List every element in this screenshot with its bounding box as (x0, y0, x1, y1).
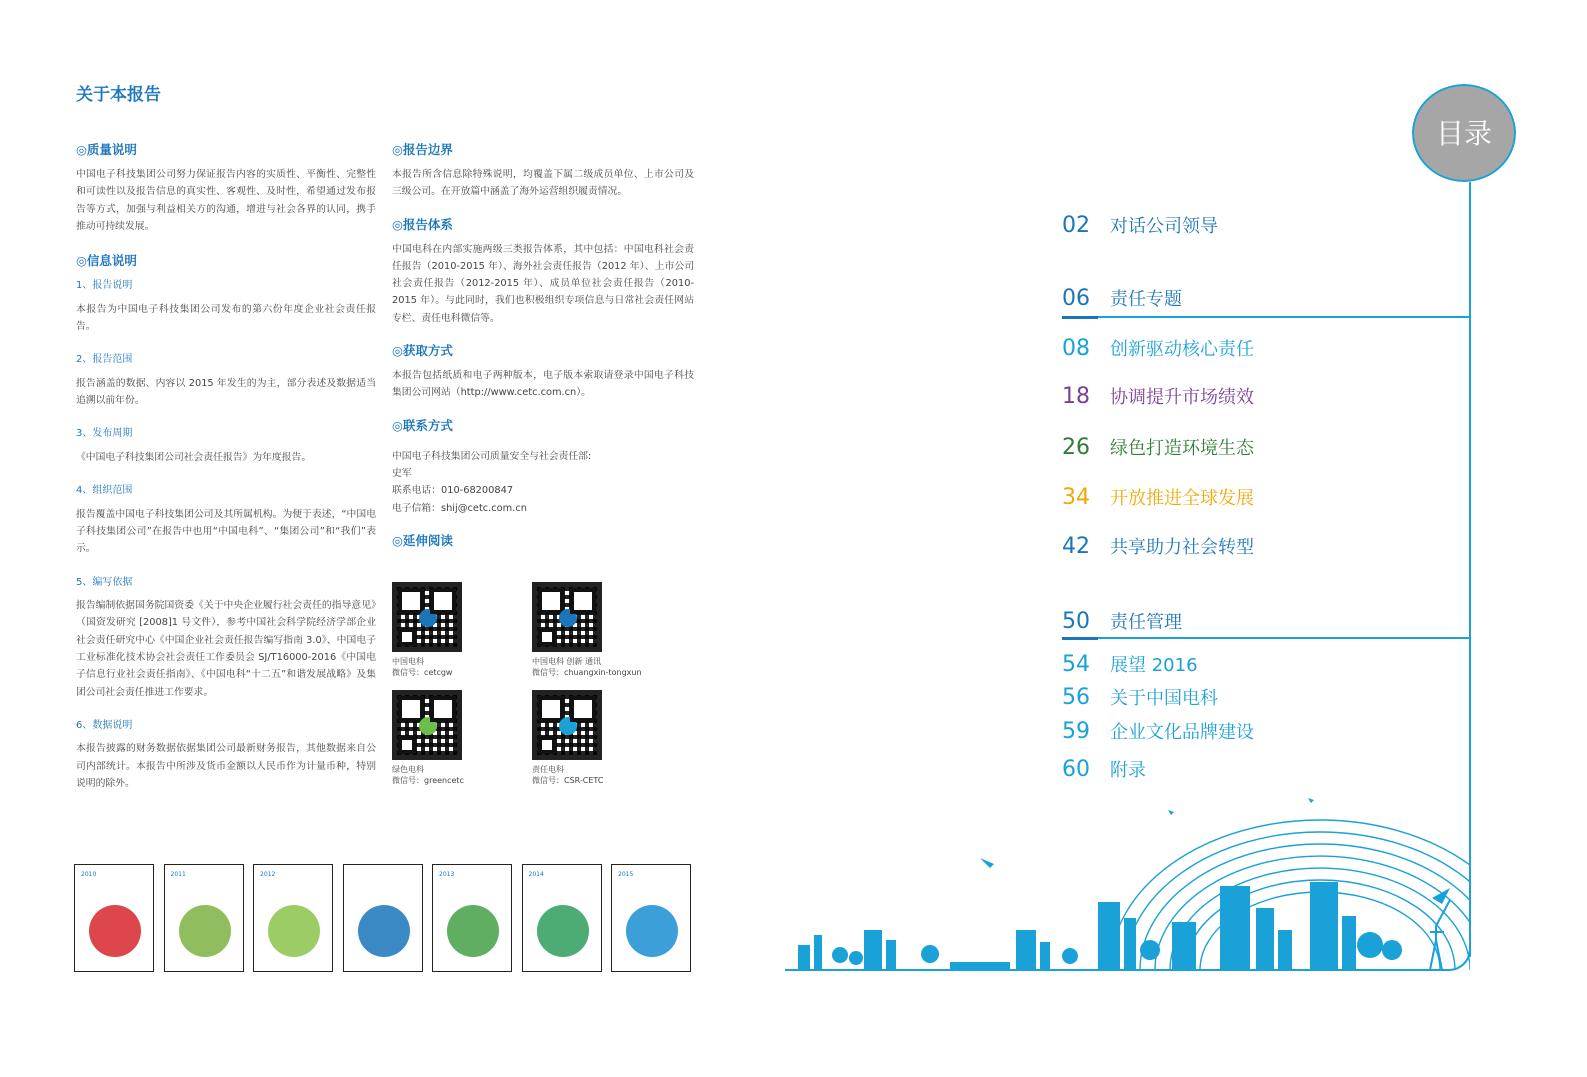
qr-caption-id: 微信号：chuangxin-tongxun (532, 668, 642, 677)
contact-line: 史军 (392, 467, 412, 479)
toc-item-06[interactable] (1062, 285, 1182, 315)
cover-year: 2012 (260, 871, 276, 878)
info-item-text: 本报告为中国电子科技集团公司发布的第六份年度企业社会责任报告。 (76, 303, 376, 332)
city-skyline-illustration (780, 790, 1470, 972)
toc-item-02[interactable] (1062, 212, 1218, 242)
toc-page-number: 56 (1062, 685, 1090, 710)
qr-caption-name: 中国电科 创新 通讯 (532, 657, 602, 666)
qr-code-icon (392, 582, 462, 652)
cover-artwork (537, 905, 589, 957)
toc-badge (1412, 84, 1516, 182)
toc-page-number: 08 (1062, 336, 1090, 361)
middle-column (392, 140, 694, 557)
toc-item-label: 共享助力社会转型 (1110, 537, 1254, 558)
toc-section-rule (1062, 637, 1470, 639)
cover-artwork (268, 905, 320, 957)
toc-page-number: 06 (1062, 286, 1090, 311)
system-heading: ◎报告体系 (392, 216, 453, 232)
report-cover-thumbnail (522, 864, 602, 972)
toc-item-label: 企业文化品牌建设 (1110, 722, 1254, 743)
ground-line (785, 969, 1445, 971)
info-item-text: 《中国电子科技集团公司社会责任报告》为年度报告。 (76, 451, 312, 463)
qr-item[interactable] (532, 582, 642, 678)
toc-item-label: 绿色打造环境生态 (1110, 438, 1254, 459)
toc-section-rule (1062, 316, 1470, 318)
toc-item-label: 创新驱动核心责任 (1110, 339, 1254, 360)
report-cover-thumbnail (343, 864, 423, 972)
contact-line: 联系电话：010-68200847 (392, 485, 514, 497)
info-heading: ◎信息说明 (76, 253, 137, 269)
info-item-title: 3、发布周期 (76, 428, 133, 440)
qr-item[interactable] (392, 582, 502, 678)
qr-grid (392, 582, 652, 792)
qr-caption-id: 微信号：CSR-CETC (532, 776, 604, 785)
info-item-title: 6、数据说明 (76, 719, 133, 731)
toc-item-label: 责任管理 (1110, 612, 1182, 633)
report-cover-thumbnail (164, 864, 244, 972)
cover-artwork (179, 905, 231, 957)
cover-year: 2010 (81, 871, 97, 878)
toc-item-56[interactable] (1062, 684, 1218, 714)
info-item-title: 1、报告说明 (76, 280, 133, 292)
toc-item-label: 责任专题 (1110, 289, 1182, 310)
toc-item-50[interactable] (1062, 608, 1182, 638)
qr-code-icon (532, 690, 602, 760)
qr-caption-id: 微信号：cetcgw (392, 668, 453, 677)
toc-page-number: 02 (1062, 213, 1090, 238)
toc-badge-label: 目录 (1435, 117, 1492, 150)
boundary-text: 本报告所含信息除特殊说明，均覆盖下属二级成员单位、上市公司及三级公司。在开放篇中涵盖了海外运营组织履责情况。 (392, 169, 694, 198)
report-cover-thumbnail (253, 864, 333, 972)
toc-item-42[interactable] (1062, 533, 1254, 563)
info-item-text: 本报告披露的财务数据依据集团公司最新财务报告，其他数据来自公司内部统计。本报告中所涉及货币金额以人民币作为计量币种，特别说明的除外。 (76, 743, 376, 789)
quality-heading: ◎质量说明 (76, 142, 137, 157)
toc-item-08[interactable] (1062, 335, 1254, 365)
toc-page-number: 60 (1062, 757, 1090, 782)
qr-caption-name: 绿色电科 (392, 765, 424, 774)
info-item-title: 5、编写依据 (76, 576, 133, 588)
qr-code-icon (532, 582, 602, 652)
info-item-text: 报告涵盖的数据、内容以 2015 年发生的为主，部分表述及数据适当追溯以前年份。 (76, 377, 376, 407)
qr-item[interactable] (392, 690, 502, 786)
access-text: 本报告包括纸质和电子两种版本，电子版本索取请登录中国电子科技集团公司网站（http://www.cetc.com.cn）。 (392, 370, 694, 399)
toc-item-label: 附录 (1110, 760, 1146, 781)
system-text: 中国电科在内部实施两级三类报告体系，其中包括：中国电科社会责任报告（2010-2015 年）、海外社会责任报告（2012 年）、上市公司社会责任报告（2012-2015 年）、成员单位社会责任报告（2010-2015 年）。与此同时，我们也积极组织专项信息与日常社会责任网站专栏、责任电科微信等。 (392, 243, 694, 324)
toc-page-number: 18 (1062, 384, 1090, 409)
info-item-text: 报告覆盖中国电子科技集团公司及其所属机构。为便于表述，“中国电子科技集团公司”在报告中也用“中国电科”、“集团公司”和“我们”表示。 (76, 508, 376, 555)
qr-caption-id: 微信号：greencetc (392, 776, 464, 785)
qr-item[interactable] (532, 690, 642, 786)
info-item-text: 报告编制依据国务院国资委《关于中央企业履行社会责任的指导意见》（国资发研究 [2008]1 号文件），参考中国社会科学院经济学部企业社会责任研究中心《中国企业社会责任报告编写指南 3.0》、中国电子工业标准化技术协会社会责任工作委员会 SJ/T16000-2016《中国电子信息行业社会责任指南》、《中国电科“十二五”和谐发展战略》及集团公司社会责任推进工作要求。 (76, 600, 376, 698)
toc-item-34[interactable] (1062, 484, 1254, 514)
toc-item-60[interactable] (1062, 756, 1146, 786)
report-cover-thumbnail (611, 864, 691, 972)
report-cover-thumbnail (432, 864, 512, 972)
cover-year: 2013 (439, 871, 455, 878)
report-cover-thumbnail (74, 864, 154, 972)
info-item-title: 2、报告范围 (76, 354, 133, 366)
cover-artwork (358, 905, 410, 957)
contact-line: 电子信箱：shij@cetc.com.cn (392, 502, 527, 514)
cover-artwork (626, 905, 678, 957)
toc-page-number: 54 (1062, 652, 1090, 677)
boundary-heading: ◎报告边界 (392, 142, 453, 157)
qr-caption-name: 责任电科 (532, 765, 564, 774)
toc-item-label: 关于中国电科 (1110, 688, 1218, 709)
toc-item-18[interactable] (1062, 383, 1254, 413)
toc-item-label: 开放推进全球发展 (1110, 488, 1254, 509)
cover-year: 2014 (528, 871, 544, 878)
toc-item-54[interactable] (1062, 651, 1198, 681)
toc-page-number: 34 (1062, 485, 1090, 510)
toc-item-59[interactable] (1062, 718, 1254, 748)
toc-item-label: 展望 2016 (1110, 655, 1198, 676)
toc-item-label: 对话公司领导 (1110, 216, 1218, 237)
toc-item-label: 协调提升市场绩效 (1110, 387, 1254, 408)
page-title: 关于本报告 (76, 85, 161, 105)
past-report-covers (74, 864, 694, 974)
contact-heading: ◎联系方式 (392, 417, 453, 433)
info-item-title: 4、组织范围 (76, 485, 133, 497)
toc-item-26[interactable] (1062, 434, 1254, 464)
qr-code-icon (392, 690, 462, 760)
toc-page-number: 42 (1062, 534, 1090, 559)
cover-year: 2011 (170, 871, 186, 878)
reading-heading: ◎延伸阅读 (392, 532, 453, 548)
toc-page-number: 26 (1062, 435, 1090, 460)
cover-artwork (89, 905, 141, 957)
contact-line: 中国电子科技集团公司质量安全与社会责任部: (392, 450, 592, 462)
toc-page-number: 59 (1062, 719, 1090, 744)
cover-artwork (447, 905, 499, 957)
access-heading: ◎获取方式 (392, 343, 453, 359)
toc-section-rule-accent (1062, 637, 1098, 640)
cover-year: 2015 (618, 871, 634, 878)
toc-section-rule-accent (1062, 316, 1098, 319)
quality-text: 中国电子科技集团公司努力保证报告内容的实质性、平衡性、完整性和可读性以及报告信息的真实性、客观性、及时性，希望通过发布报告等方式，加强与利益相关方的沟通，增进与社会各界的认同，携手推动可持续发展。 (76, 169, 376, 232)
qr-caption-name: 中国电科 (392, 657, 424, 666)
toc-page-number: 50 (1062, 609, 1090, 634)
left-column (76, 140, 376, 792)
